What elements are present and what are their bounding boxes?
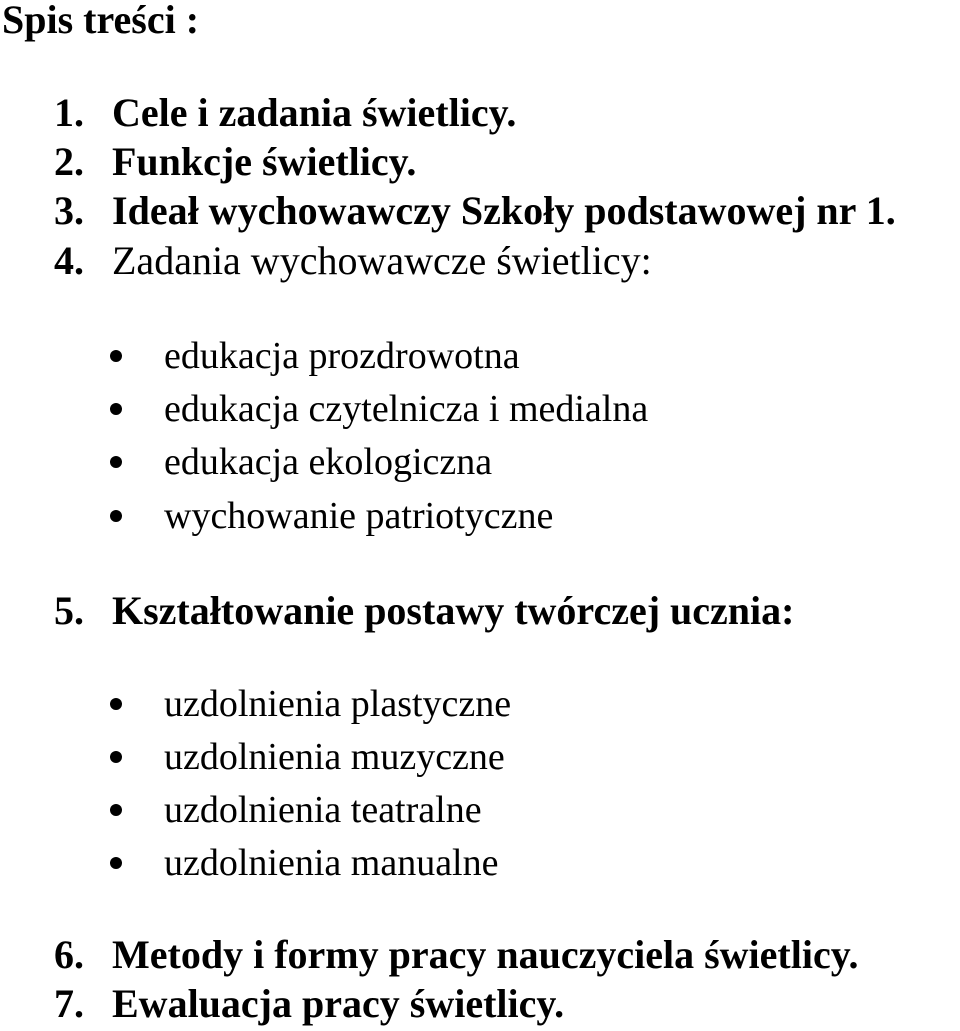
bullet-icon: [110, 510, 122, 522]
list-item-text: wychowanie patriotyczne: [164, 495, 554, 537]
bullet-icon: [110, 456, 122, 468]
list-item-text: uzdolnienia plastyczne: [164, 683, 512, 725]
list-item-text: edukacja prozdrowotna: [164, 335, 520, 377]
toc-number: 1.: [54, 90, 84, 135]
bullet-icon: [110, 350, 122, 362]
list-item-text: edukacja ekologiczna: [164, 441, 493, 483]
toc-text: Ideał wychowawczy Szkoły podstawowej nr 1.: [112, 188, 896, 233]
bullet-icon: [110, 698, 122, 710]
page-title: Spis treści :: [2, 0, 200, 42]
list-item-text: edukacja czytelnicza i medialna: [164, 388, 649, 430]
toc-text: Zadania wychowawcze świetlicy:: [112, 238, 652, 283]
toc-number: 2.: [54, 139, 84, 184]
list-item-text: uzdolnienia teatralne: [164, 789, 482, 831]
list-item-text: uzdolnienia muzyczne: [164, 736, 505, 778]
toc-text: Cele i zadania świetlicy.: [112, 90, 517, 135]
bullet-icon: [110, 403, 122, 415]
toc-number: 6.: [54, 932, 84, 977]
bullet-icon: [110, 751, 122, 763]
toc-text: Kształtowanie postawy twórczej ucznia:: [112, 588, 795, 633]
bullet-icon: [110, 804, 122, 816]
toc-number: 3.: [54, 188, 84, 233]
bullet-icon: [110, 857, 122, 869]
list-item-text: uzdolnienia manualne: [164, 842, 499, 884]
toc-number: 7.: [54, 981, 84, 1026]
toc-text: Funkcje świetlicy.: [112, 139, 417, 184]
toc-number: 4.: [54, 238, 84, 283]
toc-text: Metody i formy pracy nauczyciela świetlicy.: [112, 932, 859, 977]
toc-number: 5.: [54, 588, 84, 633]
toc-text: Ewaluacja pracy świetlicy.: [112, 981, 565, 1026]
